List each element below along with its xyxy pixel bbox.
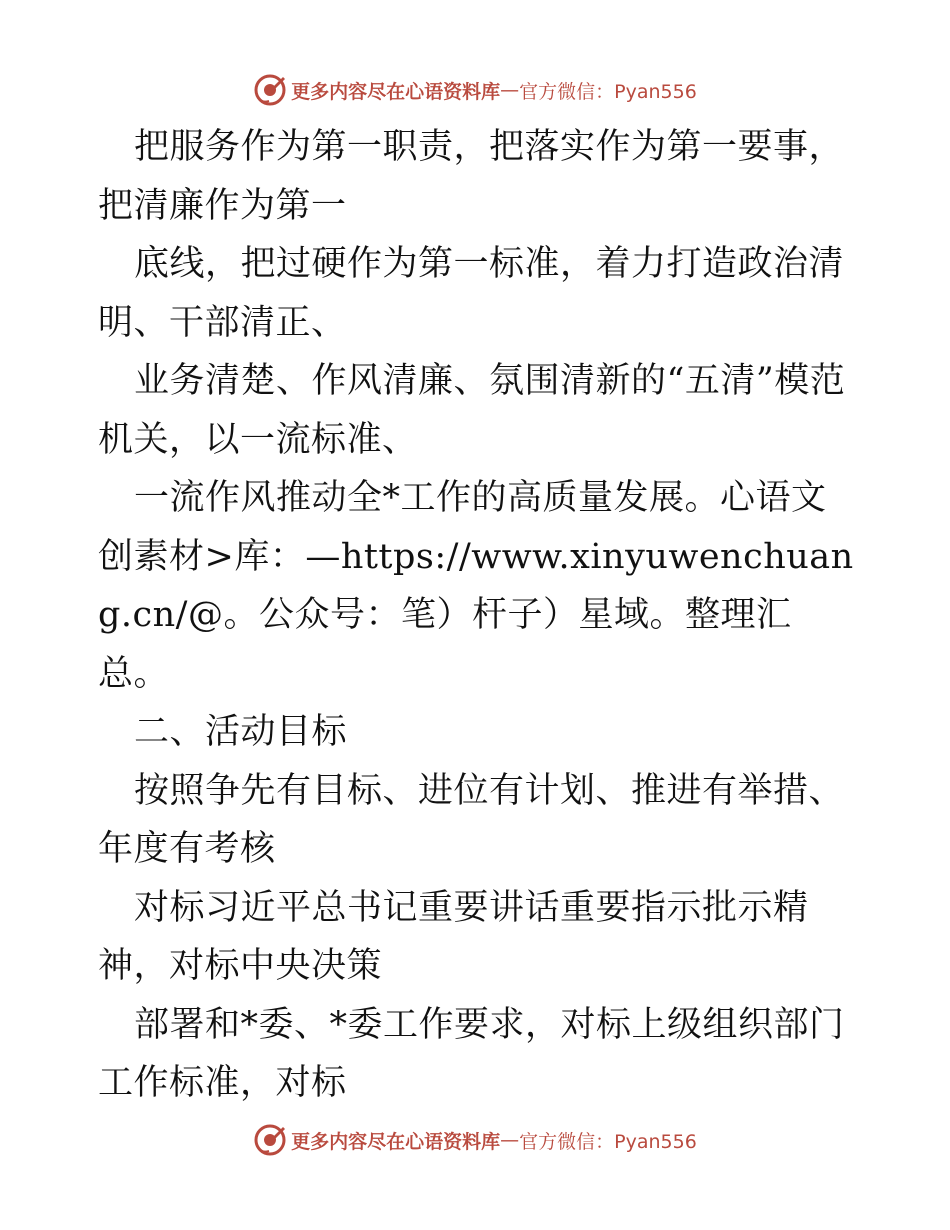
banner-title: 更多内容尽在心语资料库 — [291, 1130, 501, 1153]
paragraph-6: 对标习近平总书记重要讲话重要指示批示精神，对标中央决策 — [98, 887, 809, 986]
paragraph-1: 把服务作为第一职责，把落实作为第一要事，把清廉作为第一 — [98, 127, 845, 226]
banner-wechat: 官方微信：Pyan556 — [519, 1130, 697, 1153]
pen-logo-icon — [253, 73, 287, 107]
paragraph-5: 按照争先有目标、进位有计划、推进有举措、年度有考核 — [98, 770, 845, 869]
paragraph-3: 业务清楚、作风清廉、氛围清新的“五清”模范机关，以一流标准、 — [98, 361, 846, 460]
banner-separator: — — [500, 79, 520, 101]
footer-banner — [0, 1120, 950, 1160]
header-banner — [0, 70, 950, 110]
section-heading: 二、活动目标 — [134, 712, 348, 752]
paragraph-7: 部署和*委、*委工作要求，对标上级组织部门工作标准，对标 — [98, 1004, 845, 1103]
paragraph-4: 一流作风推动全*工作的高质量发展。心语文创素材>库：—https://www.xinyuwenchuang.cn/@。公众号：笔）杆子）星域。整理汇总。 — [98, 478, 854, 694]
banner-wechat: 官方微信：Pyan556 — [519, 80, 697, 103]
banner-title: 更多内容尽在心语资料库 — [291, 80, 501, 103]
paragraph-2: 底线，把过硬作为第一标准，着力打造政治清明、干部清正、 — [98, 244, 845, 343]
pen-logo-icon — [253, 1123, 287, 1157]
document-body — [98, 118, 858, 1113]
banner-separator: — — [500, 1129, 520, 1151]
